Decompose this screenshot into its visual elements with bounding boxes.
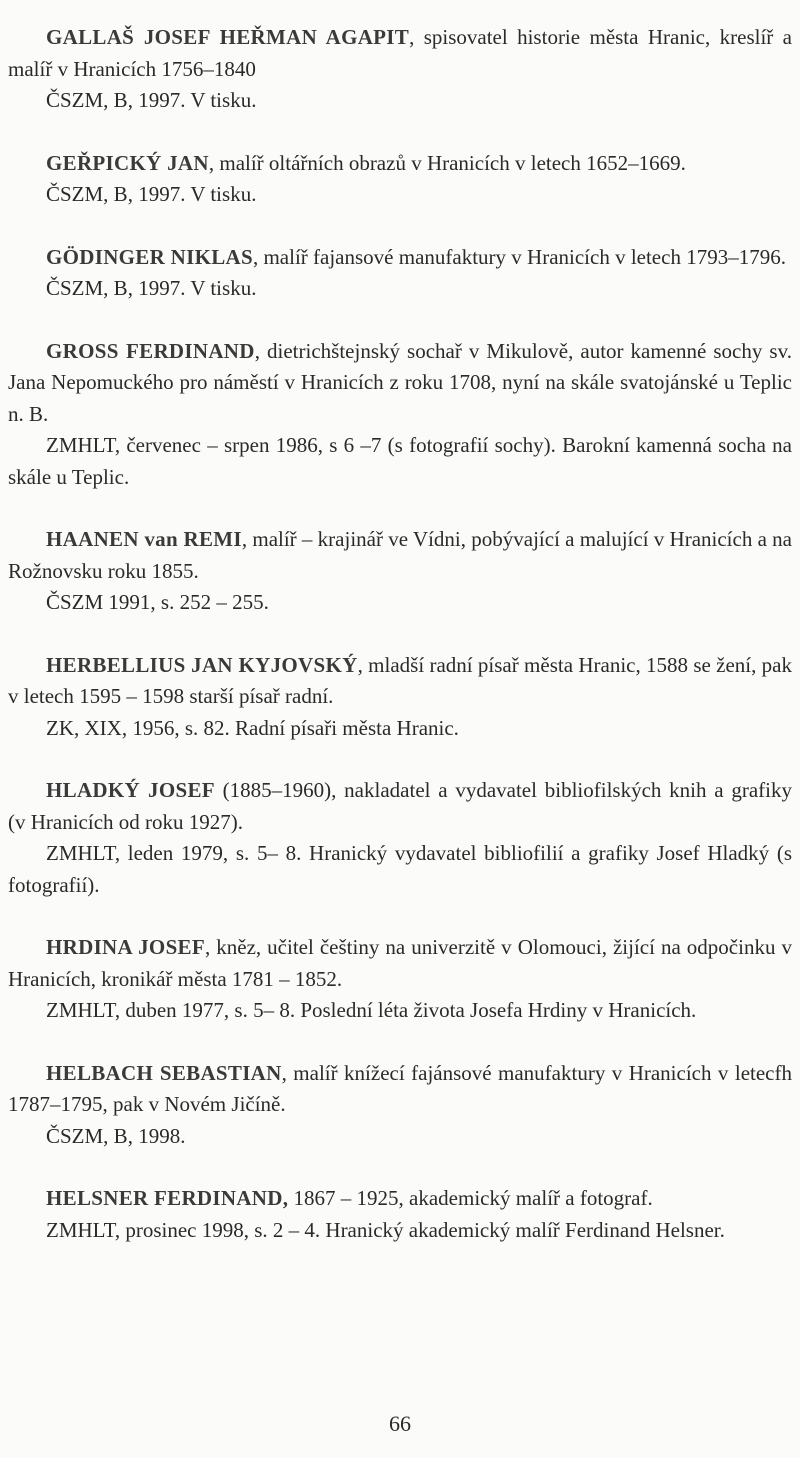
entry-name: GROSS FERDINAND — [46, 338, 255, 363]
entry-haanen — [8, 524, 792, 619]
entry-name: HAANEN van REMI — [46, 527, 242, 551]
document-page — [8, 22, 792, 1246]
entry-description: , dietrichštejnský sochař v Mikulově, autor kamenné sochy sv. Jana Nepomuckého pro náměstí v Hranicích z roku 1708, nyní na skále svatojánské u Teplic n. B. — [8, 338, 792, 426]
entry-gross — [8, 336, 792, 494]
entry-description: 1867 – 1925, akademický malíř a fotograf. — [288, 1186, 653, 1210]
entry-name: GÖDINGER NIKLAS — [46, 244, 253, 269]
entry-reference: ZMHLT, duben 1977, s. 5– 8. Poslední léta života Josefa Hrdiny v Hranicích. — [46, 998, 697, 1022]
entry-reference: ČSZM, B, 1997. V tisku. — [46, 276, 257, 300]
entry-hrdina — [8, 932, 792, 1027]
entry-description: , malíř knížecí fajánsové manufaktury v Hranicích v letecfh 1787–1795, pak v Novém Jičíně. — [8, 1060, 792, 1116]
entry-reference: ZMHLT, prosinec 1998, s. 2 – 4. Hranický akademický malíř Ferdinand Helsner. — [46, 1217, 725, 1242]
entry-name: HRDINA JOSEF — [46, 935, 205, 959]
entry-name: HELSNER FERDINAND, — [46, 1186, 289, 1210]
entry-gallas — [8, 22, 792, 117]
entry-hladky — [8, 775, 792, 901]
entry-reference: ČSZM, B, 1997. V tisku. — [46, 182, 257, 206]
entry-godinger — [8, 242, 792, 305]
entry-name: GALLAŠ JOSEF HEŘMAN AGAPIT — [46, 25, 410, 49]
entry-description: , malíř fajansové manufaktury v Hranicích v letech 1793–1796. — [252, 244, 786, 269]
entry-description: , malíř – krajinář ve Vídni, pobývající a malující v Hranicích a na Rožnovsku roku 1855. — [8, 527, 792, 583]
entry-name: GEŘPICKÝ JAN — [46, 150, 209, 175]
entry-reference: ČSZM 1991, s. 252 – 255. — [46, 590, 269, 614]
entry-name: HERBELLIUS JAN KYJOVSKÝ — [46, 652, 358, 677]
page-number: 66 — [389, 1411, 411, 1436]
entry-name: HLADKÝ JOSEF — [46, 778, 215, 802]
entry-reference: ČSZM, B, 1997. V tisku. — [46, 88, 257, 112]
entry-reference: ZMHLT, leden 1979, s. 5– 8. Hranický vydavatel bibliofilií a grafiky Josef Hladký (s fotografií). — [8, 841, 792, 897]
entry-helbach — [8, 1058, 792, 1153]
entry-description: , mladší radní písař města Hranic, 1588 se žení, pak v letech 1595 – 1598 starší písař radní. — [8, 652, 793, 708]
entry-description: , spisovatel historie města Hranic, kreslíř a malíř v Hranicích 1756–1840 — [8, 25, 792, 81]
entry-herbellius — [8, 650, 792, 745]
entry-description: , kněz, učitel češtiny na univerzitě v Olomouci, žijící na odpočinku v Hranicích, kronikář města 1781 – 1852. — [8, 935, 792, 991]
entry-reference: ČSZM, B, 1998. — [46, 1123, 186, 1148]
entry-helsner — [8, 1183, 792, 1246]
entry-description: (1885–1960), nakladatel a vydavatel bibliofilských knih a grafiky (v Hranicích od roku 1927). — [8, 778, 793, 834]
entry-description: , malíř oltářních obrazů v Hranicích v letech 1652–1669. — [208, 150, 686, 175]
entry-gerpicky — [8, 148, 792, 211]
entry-name: HELBACH SEBASTIAN — [46, 1060, 282, 1085]
entry-reference: ZMHLT, červenec – srpen 1986, s 6 –7 (s fotografií sochy). Barokní kamenná socha na skále u Teplic. — [8, 433, 792, 489]
entry-reference: ZK, XIX, 1956, s. 82. Radní písaři města Hranic. — [46, 715, 459, 740]
